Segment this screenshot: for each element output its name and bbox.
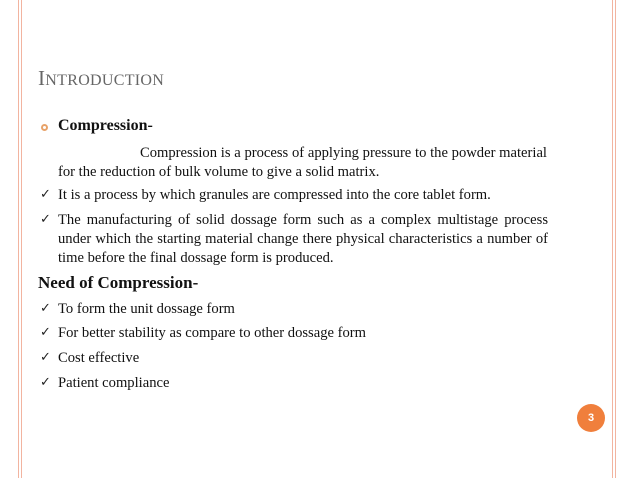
left-border-line	[18, 0, 19, 478]
bullet2-row-2	[38, 324, 548, 343]
bullet2-row-3	[38, 349, 548, 368]
section1-paragraph: Compression is a process of applying pressure to the powder material for the reduction of bulk volume to give a solid matrix.	[58, 145, 547, 180]
page-number-badge: 3	[577, 404, 605, 432]
right-border-line-2	[615, 0, 616, 478]
slide-title: INTRODUCTION	[38, 66, 165, 90]
section2-heading-row	[38, 273, 548, 293]
check-icon: ✓	[40, 375, 51, 390]
section1-heading-row	[38, 117, 548, 135]
bullet2-row-1	[38, 300, 548, 319]
left-border-line-2	[21, 0, 22, 478]
check-icon: ✓	[40, 187, 51, 202]
section1-heading: Compression-	[58, 117, 153, 134]
bullet2-text-2: For better stability as compare to other dossage form	[58, 325, 367, 341]
bullet1-text-2: The manufacturing of solid dossage form such as a complex multistage process under which the starting material change there physical characteristics a number of time before the final dossage form is produced.	[58, 212, 548, 266]
section2-heading: Need of Compression-	[38, 273, 199, 292]
circle-bullet-icon	[41, 124, 48, 131]
check-icon: ✓	[40, 350, 51, 365]
bullet1-row-1	[38, 186, 548, 205]
bullet1-text-1: It is a process by which granules are compressed into the core tablet form.	[58, 187, 491, 203]
check-icon: ✓	[40, 301, 51, 316]
check-icon: ✓	[40, 325, 51, 340]
bullet2-text-3: Cost effective	[58, 350, 140, 366]
bullet2-text-4: Patient compliance	[58, 375, 170, 391]
right-border-line	[612, 0, 613, 478]
bullet2-text-1: To form the unit dossage form	[58, 301, 235, 317]
bullet1-row-2	[38, 211, 548, 268]
check-icon: ✓	[40, 212, 51, 227]
bullet2-row-4	[38, 374, 548, 393]
